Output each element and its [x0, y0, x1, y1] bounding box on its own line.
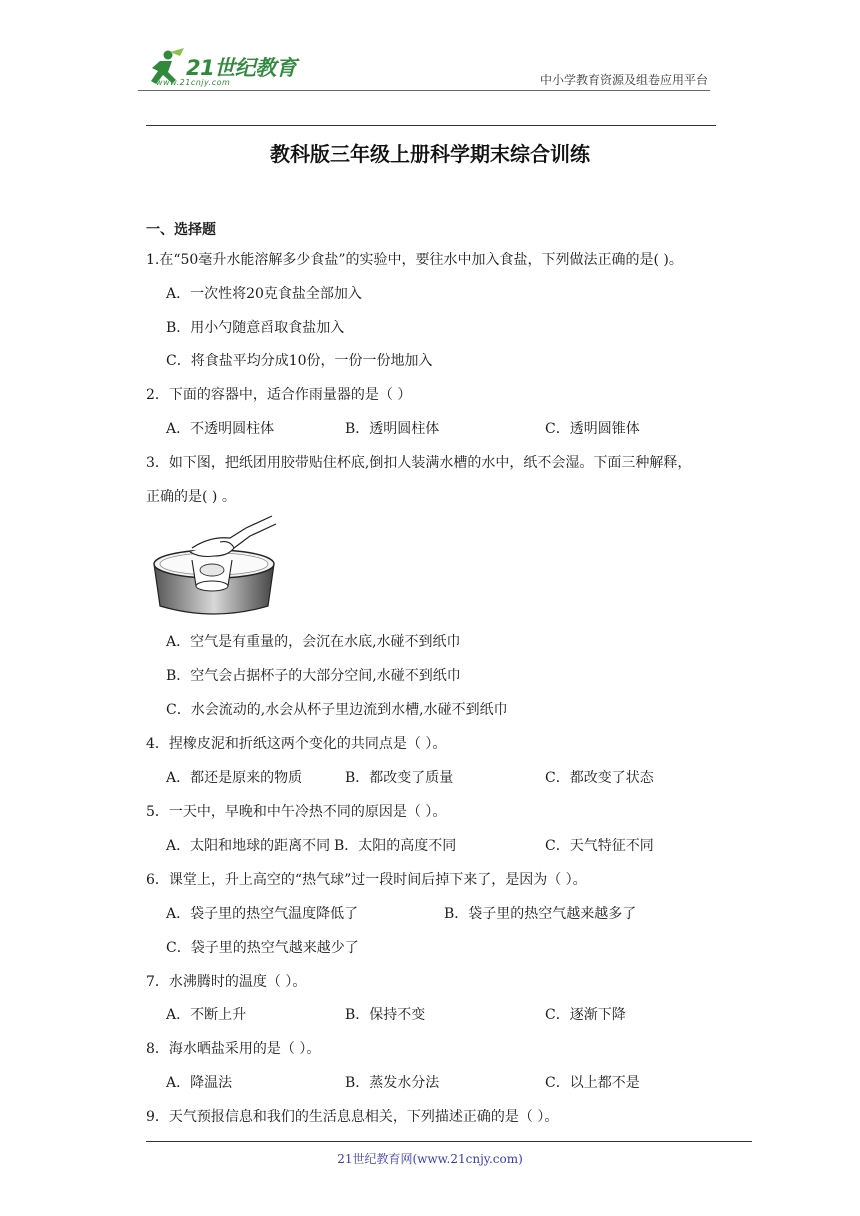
question-6-option-c: C．袋子里的热空气越来越少了 [166, 940, 359, 956]
water-tank-cup-figure [150, 512, 280, 618]
bottom-divider [146, 1141, 752, 1142]
logo-text: 21世纪教育 [186, 56, 297, 80]
question-4-option-c: C．都改变了状态 [545, 770, 654, 786]
question-4-option-b: B．都改变了质量 [345, 770, 454, 786]
question-2-stem: 2．下面的容器中，适合作雨量器的是（ ） [146, 387, 412, 403]
question-2-option-b: B．透明圆柱体 [345, 421, 440, 437]
question-1-option-c: C．将食盐平均分成10份，一份一份地加入 [166, 353, 433, 369]
question-6-option-a: A．袋子里的热空气温度降低了 [166, 906, 359, 922]
header-tagline: 中小学教育资源及组卷应用平台 [539, 73, 708, 87]
question-7-option-b: B．保持不变 [345, 1007, 426, 1023]
question-3-stem-line-1: 3．如下图，把纸团用胶带贴住杯底,倒扣人装满水槽的水中，纸不会湿。下面三种解释， [146, 455, 692, 471]
question-1-option-b: B．用小勺随意舀取食盐加入 [166, 320, 345, 336]
question-2-option-a: A．不透明圆柱体 [166, 421, 275, 437]
question-8-option-c: C．以上都不是 [545, 1075, 640, 1091]
question-8-stem: 8．海水晒盐采用的是（ ）。 [146, 1041, 321, 1057]
question-8-option-b: B．蒸发水分法 [345, 1075, 440, 1091]
question-6-stem: 6．课堂上，升上高空的“热气球”过一段时间后掉下来了，是因为（ ）。 [146, 872, 587, 888]
question-6-option-b: B．袋子里的热空气越来越多了 [444, 906, 637, 922]
question-7-option-a: A．不断上升 [166, 1007, 247, 1023]
question-1-stem: 1.在“50毫升水能溶解多少食盐”的实验中，要往水中加入食盐，下列做法正确的是( )。 [146, 252, 683, 268]
question-5-stem: 5．一天中，早晚和中午冷热不同的原因是（ ）。 [146, 804, 447, 820]
question-3-stem-line-2: 正确的是( ) 。 [146, 489, 236, 505]
question-1-option-a: A．一次性将20克食盐全部加入 [166, 286, 362, 302]
question-5-option-b: B．太阳的高度不同 [334, 838, 457, 854]
page-footer: 21世纪教育网(www.21cnjy.com) [337, 1152, 523, 1166]
question-2-option-c: C．透明圆锥体 [545, 421, 640, 437]
question-5-option-a: A．太阳和地球的距离不同 [166, 838, 331, 854]
question-7-stem: 7．水沸腾时的温度（ ）。 [146, 974, 307, 990]
question-3-option-b: B．空气会占据杯子的大部分空间,水碰不到纸巾 [166, 668, 461, 684]
question-8-option-a: A．降温法 [166, 1075, 233, 1091]
question-3-option-a: A．空气是有重量的，会沉在水底,水碰不到纸巾 [166, 634, 461, 650]
question-5-option-c: C．天气特征不同 [545, 838, 654, 854]
page-header [138, 46, 710, 91]
top-divider [146, 125, 716, 126]
question-9-stem: 9．天气预报信息和我们的生活息息相关，下列描述正确的是（ ）。 [146, 1109, 559, 1125]
section-heading: 一、选择题 [146, 222, 216, 238]
question-4-stem: 4．捏橡皮泥和折纸这两个变化的共同点是（ ）。 [146, 736, 447, 752]
question-4-option-a: A．都还是原来的物质 [166, 770, 303, 786]
question-7-option-c: C．逐渐下降 [545, 1007, 626, 1023]
question-3-option-c: C．水会流动的,水会从杯子里边流到水槽,水碰不到纸巾 [166, 702, 508, 718]
document-title: 教科版三年级上册科学期末综合训练 [270, 142, 590, 166]
logo-url: www.21cnjy.com [156, 78, 231, 87]
logo [138, 46, 308, 90]
